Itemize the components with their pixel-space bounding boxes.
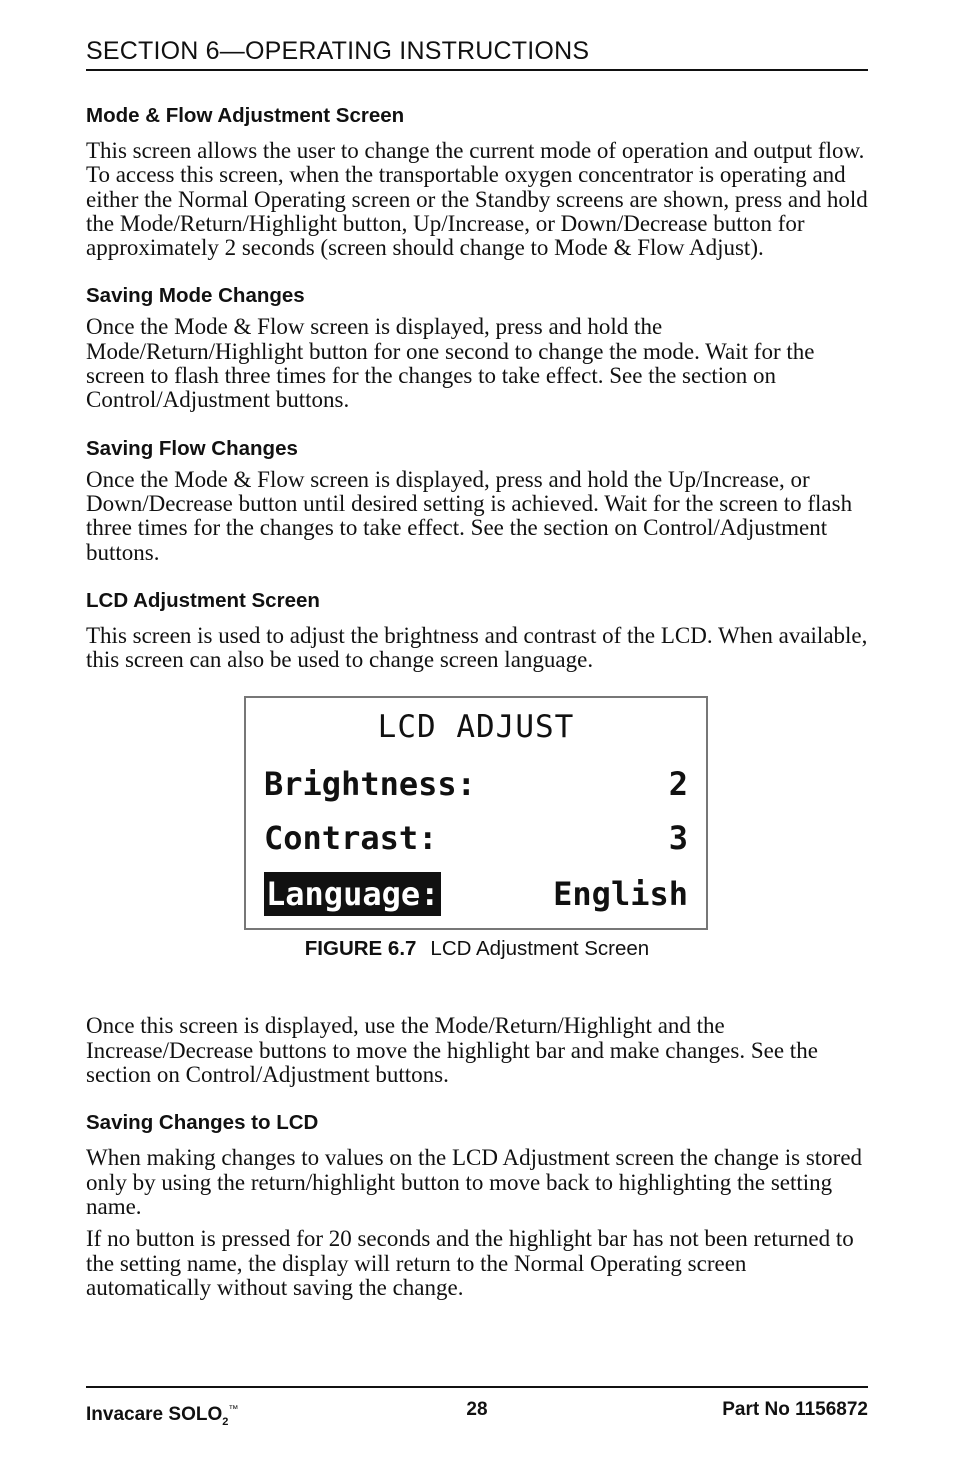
- heading-saving-flow: Saving Flow Changes: [86, 436, 298, 460]
- paragraph-saving-lcd-1: When making changes to values on the LCD Adjustment screen the change is stored only by using the return/highlight button to move back to highlighting the setting name.: [86, 1145, 863, 1219]
- lcd-row-language: [264, 872, 688, 916]
- heading-lcd-adjust: LCD Adjustment Screen: [86, 588, 320, 612]
- heading-mode-flow: Mode & Flow Adjustment Screen: [86, 104, 405, 127]
- lcd-screen-illustration: [244, 696, 708, 930]
- figure-lcd-adjust: [86, 696, 868, 1014]
- paragraph-after-figure: Once this screen is displayed, use the Mode/Return/Highlight and the Increase/Decrease buttons to move the highlight bar and make changes. See the section on Control/Adjustment buttons.: [86, 1013, 818, 1088]
- lcd-label-language-highlighted: Language:: [264, 872, 441, 916]
- section-header: SECTION 6—OPERATING INSTRUCTIONS: [86, 36, 868, 71]
- paragraph-saving-lcd-2: If no button is pressed for 20 seconds and the highlight bar has not been returned to the setting name, the display will return to the Normal Operating screen automatically without saving the change.: [86, 1226, 854, 1300]
- lcd-label-brightness: Brightness:: [264, 765, 476, 804]
- figure-caption: [86, 936, 868, 962]
- lcd-row-contrast: [264, 816, 688, 860]
- lcd-value-language: English: [553, 875, 688, 914]
- lcd-row-brightness: [264, 762, 688, 806]
- lcd-label-contrast: Contrast:: [264, 819, 438, 858]
- lcd-value-contrast: 3: [668, 819, 688, 858]
- paragraph-lcd-adjust: This screen is used to adjust the brightness and contrast of the LCD. When available, this screen can also be used to change screen language.: [86, 622, 868, 673]
- figure-caption-text: LCD Adjustment Screen: [430, 937, 650, 961]
- footer-part-number: Part No 1156872: [722, 1399, 868, 1420]
- lcd-title: LCD ADJUST: [377, 709, 575, 746]
- figure-number: FIGURE 6.7: [304, 937, 417, 961]
- footer-product-subscript: 2: [222, 1416, 229, 1428]
- lcd-value-brightness: 2: [668, 765, 688, 804]
- footer-page-number: 28: [466, 1399, 488, 1420]
- heading-saving-mode: Saving Mode Changes: [86, 284, 305, 308]
- heading-saving-lcd: Saving Changes to LCD: [86, 1111, 319, 1135]
- paragraph-saving-flow: Once the Mode & Flow screen is displayed, press and hold the Up/Increase, or Down/Decrease button until desired setting is achieved. Wait for the screen to flash three times for the changes to take effect. See the section on Control/Adjustment buttons.: [86, 466, 853, 565]
- page-content: [86, 103, 868, 1300]
- page-footer: [86, 1396, 868, 1426]
- paragraph-saving-mode: Once the Mode & Flow screen is displayed, press and hold the Mode/Return/Highlight button for one second to change the mode. Wait for the screen to flash three times for the changes to take effect. See the section on Control/Adjustment buttons.: [86, 314, 815, 413]
- footer-trademark: ™: [228, 1404, 239, 1415]
- footer-divider: [86, 1386, 868, 1388]
- paragraph-mode-flow: This screen allows the user to change the current mode of operation and output flow. To access this screen, when the transportable oxygen concentrator is operating and either the Normal Operating screen or the Standby screens are shown, press and hold the Mode/Return/Highlight button, Up/Increase, or Down/Decrease button for approximately 2 seconds (screen should change to Mode & Flow Adjust).: [86, 138, 868, 261]
- footer-product-name: Invacare SOLO: [86, 1404, 223, 1425]
